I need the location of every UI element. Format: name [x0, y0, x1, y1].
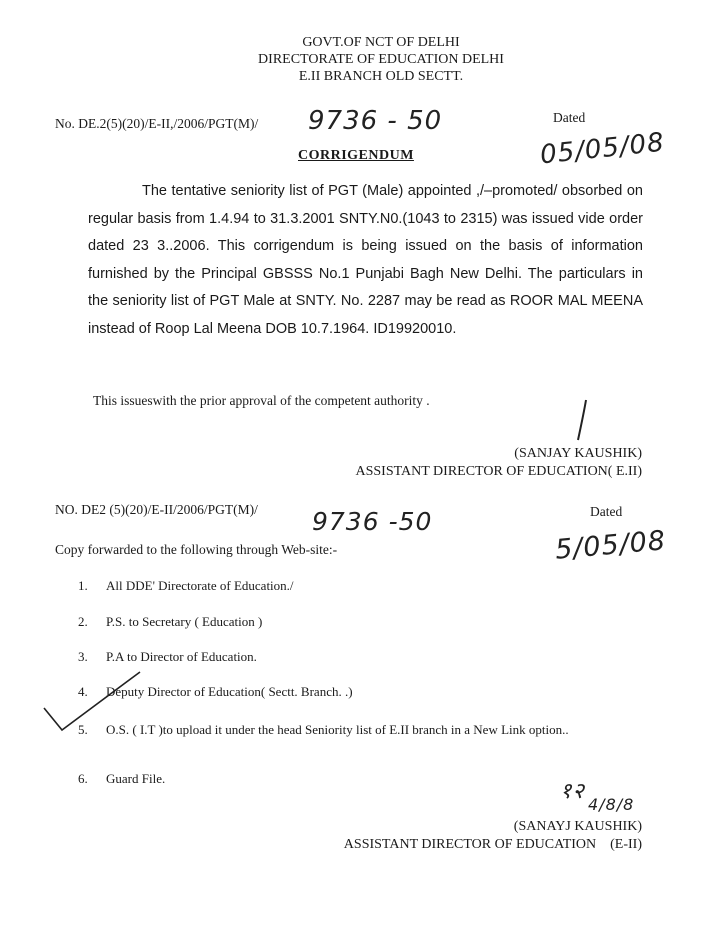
- copy-forward-intro: Copy forwarded to the following through Web-site:-: [55, 542, 338, 557]
- list-item: 2. P.S. to Secretary ( Education ): [78, 614, 263, 629]
- govt-line: GOVT.OF NCT OF DELHI: [302, 35, 460, 50]
- handwritten-dispatch-no: 9736 - 50: [308, 106, 443, 136]
- document-title: CORRIGENDUM: [298, 148, 414, 163]
- approval-statement: This issueswith the prior approval of the competent authority .: [93, 393, 430, 408]
- second-signer-name: (SANAYJ KAUSHIK): [513, 819, 642, 834]
- copy-handwritten-no: 9736 -50: [312, 507, 433, 536]
- distribution-list: [78, 578, 638, 795]
- corrigendum-body: [88, 178, 643, 343]
- directorate-line: DIRECTORATE OF EDUCATION DELHI: [258, 52, 504, 67]
- handwritten-initials-date: 4/8/8: [588, 795, 635, 814]
- list-item: 1. All DDE' Directorate of Education./: [78, 578, 294, 593]
- second-signature-block: [250, 818, 642, 854]
- second-signer-title: ASSISTANT DIRECTOR OF EDUCATION (E-II): [343, 837, 642, 852]
- first-signature-block: [250, 445, 642, 481]
- copy-dated-label: Dated: [590, 504, 623, 519]
- handwritten-tick-mark: [40, 668, 150, 738]
- first-signer-name: (SANJAY KAUSHIK): [514, 446, 642, 461]
- first-signer-title: ASSISTANT DIRECTOR OF EDUCATION( E.II): [355, 464, 642, 479]
- order-ref-no: No. DE.2(5)(20)/E-II,/2006/PGT(M)/: [55, 116, 259, 131]
- list-item: 5. O.S. ( I.T )to upload it under the head Seniority list of E.II branch in a New Link option..: [78, 722, 569, 737]
- branch-line: E.II BRANCH OLD SECTT.: [298, 69, 464, 84]
- copy-ref-no: NO. DE2 (5)(20)/E-II/2006/PGT(M)/: [55, 502, 258, 517]
- list-item: 4. Deputy Director of Education( Sectt. Branch. .): [78, 684, 353, 699]
- signature-mark: [572, 398, 592, 442]
- handwritten-initials: १२: [560, 779, 585, 804]
- order-dated-label: Dated: [553, 110, 586, 125]
- letterhead: [0, 34, 706, 85]
- list-item: 6. Guard File.: [78, 771, 166, 786]
- copy-handwritten-date: 5/05/08: [553, 525, 668, 566]
- body-text: The tentative seniority list of PGT (Male) appointed ,/–promoted/ obsorbed on regular basis from 1.4.94 to 31.3.2001 SNTY.N0.(1043 to 2315) was issued vide order dated 23 3..2006. This corrigendum is being issued on the basis of information furnished by the Principal GBSSS No.1 Punjabi Bagh New Delhi. The particulars in the seniority list of PGT Male at SNTY. No. 2287 may be read as ROOR MAL MEENA instead of Roop Lal Meena DOB 10.7.1964. ID19920010.: [88, 183, 643, 337]
- handwritten-order-date: 05/05/08: [538, 127, 667, 171]
- list-item: 3. P.A to Director of Education.: [78, 649, 257, 664]
